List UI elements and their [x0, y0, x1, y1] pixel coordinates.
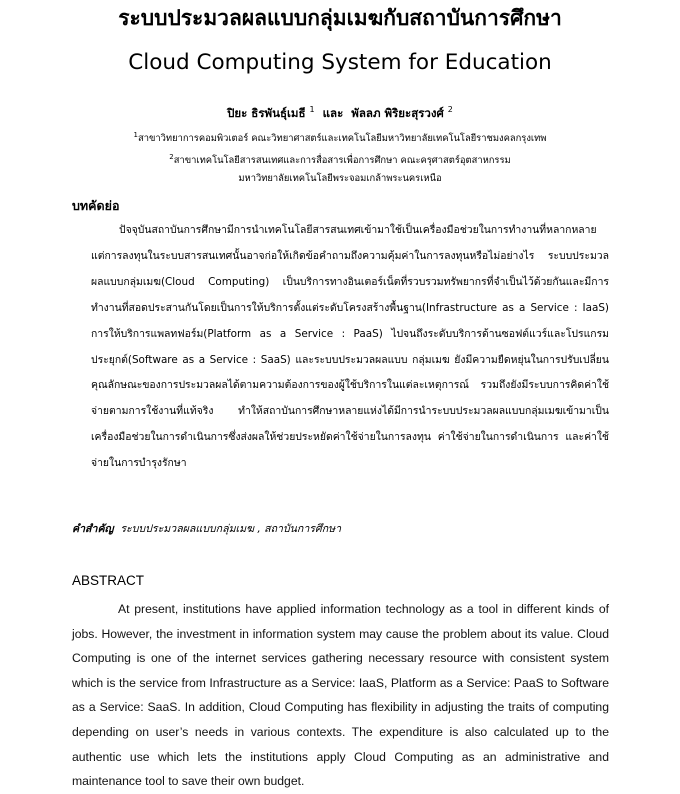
english-abstract-text: At present, institutions have applied information technology as a tool in different kinds of jobs. However, the investment in information system may cause the problem about its value. Cloud Computing is one of the internet services gathering necessary resource with consistent system which is the service from Infrastructure as a Service: IaaS, Platform as a Service: PaaS to Software as a Service: SaaS. In addition, Cloud Computing has flexibility in adjusting the traits of computing depending on user’s needs in various contexts. The expenditure is also calculated up to the authentic use which lets the institutions apply Cloud Computing as an administrative and maintenance tool to save their own budget.: [72, 602, 609, 789]
thai-abstract-text: ปัจจุบันสถาบันการศึกษามีการนำเทคโนโลยีสารสนเทศเข้ามาใช้เป็นเครื่องมือช่วยในการทำงานที่หลากหลาย แต่การลงทุนในระบบสารสนเทศนั้นอาจก่อให้เกิดข้อคำถามถึงความคุ้มค่าในการลงทุนหรือไม่อย่างไร ระบบประมวลผลแบบกลุ่มเมฆ(Cloud Computing) เป็นบริการทางอินเตอร์เน็ตที่รวบรวมทรัพยากรที่จำเป็นไว้ด้วยกันและมีการทำงานที่สอดประสานกันโดยเป็นการให้บริการตั้งแต่ระดับโครงสร้างพื้นฐาน(Infrastructure as a Service : IaaS) การให้บริการแพลทฟอร์ม(Platform as a Service : PaaS) ไปจนถึงระดับบริการด้านซอฟต์แวร์และโปรแกรมประยุกต์(Software as a Service : SaaS) และระบบประมวลผลแบบ กลุ่มเมฆ ยังมีความยืดหยุ่นในการปรับเปลี่ยนคุณลักษณะของการประมวลผลได้ตามความต้องการของผู้ใช้บริการในแต่ละเหตุการณ์ รวมถึงยังมีระบบการคิดค่าใช้จ่ายตามการใช้งานที่แท้จริง ทำให้สถาบันการศึกษาหลายแห่งได้มีการนำระบบประมวลผลแบบกลุ่มเมฆเข้ามาเป็นเครื่องมือช่วยในการดำเนินการซึ่งส่งผลให้ช่วยประหยัดค่าใช้จ่ายในการลงทุน ค่าใช้จ่ายในการดำเนินการ และค่าใช้จ่ายในการบำรุงรักษา: [91, 224, 609, 470]
english-abstract-body: [72, 597, 609, 794]
thai-abstract-heading: บทคัดย่อ: [72, 198, 120, 213]
affiliation-2-text: สาขาเทคโนโลยีสารสนเทศและการสื่อสารเพื่อการศึกษา คณะครุศาสตร์อุตสาหกรรม: [173, 155, 511, 167]
affiliation-1-superscript: 1: [133, 131, 138, 139]
keywords-line: [72, 519, 632, 539]
keywords-label: คำสำคัญ: [72, 523, 114, 535]
affiliation-3: [0, 172, 680, 186]
affiliation-2: [0, 150, 680, 168]
affiliation-1-text: สาขาวิทยาการคอมพิวเตอร์ คณะวิทยาศาสตร์และเทคโนโลยีมหาวิทยาลัยเทคโนโลยีราชมงคลกรุงเทพ: [137, 133, 547, 145]
author-2-name: พัลลภ พิริยะสุรวงศ์: [351, 105, 444, 120]
thai-title: ระบบประมวลผลแบบกลุ่มเมฆกับสถาบันการศึกษา: [118, 6, 562, 30]
english-abstract-heading: ABSTRACT: [72, 573, 145, 588]
author-1-superscript: 1: [309, 105, 315, 114]
affiliation-3-text: มหาวิทยาลัยเทคโนโลยีพระจอมเกล้าพระนครเหนือ: [238, 173, 442, 184]
thai-abstract-body: [91, 218, 609, 477]
author-conjunction: และ: [322, 105, 344, 120]
author-2-superscript: 2: [447, 105, 453, 114]
author-line: [0, 101, 680, 122]
keywords-text: ระบบประมวลผลแบบกลุ่มเมฆ , สถาบันการศึกษา: [120, 523, 342, 535]
english-title: Cloud Computing System for Education: [128, 50, 552, 75]
affiliation-2-superscript: 2: [169, 153, 174, 161]
affiliation-1: [0, 128, 680, 146]
author-1-name: ปิยะ ธิรพันธุ์เมธี: [227, 105, 306, 120]
